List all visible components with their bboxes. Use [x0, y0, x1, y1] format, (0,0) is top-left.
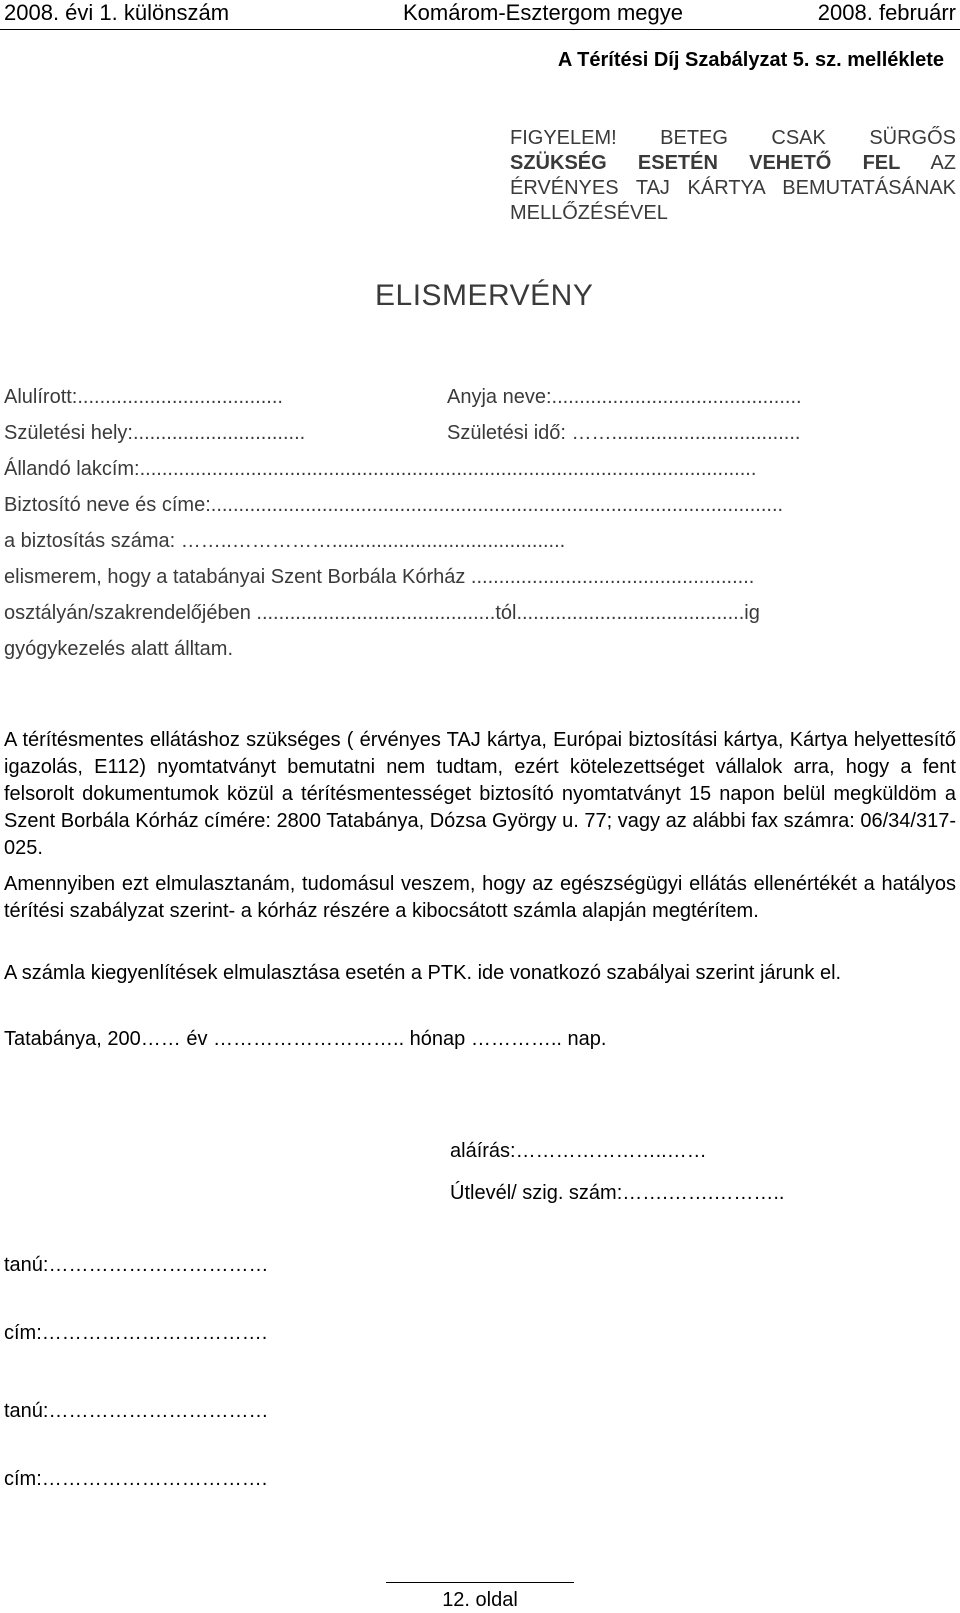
field-allando-lakcim: Állandó lakcím:............................................................................................................... [4, 458, 757, 480]
witness-2-address: cím:……………………………. [4, 1468, 268, 1490]
warning-bold-2: ESETÉN [637, 152, 718, 174]
form-row-name [4, 384, 956, 410]
warning-line-1: FIGYELEM! BETEG CSAK SÜRGŐS [510, 127, 956, 149]
header-date: 2008. februárr [817, 0, 956, 25]
page-number: 12. oldal [442, 1589, 518, 1611]
field-osztalyan: osztályán/szakrendelőjében ...........................................tól.........................................ig [4, 602, 760, 624]
footer-rule [386, 1582, 574, 1583]
field-alulirott: Alulírott:..................................... [4, 386, 283, 408]
paragraph-ptk: A számla kiegyenlítések elmulasztása esetén a PTK. ide vonatkozó szabályai szerint járunk el. [4, 962, 842, 984]
form-row-birth [4, 420, 956, 446]
id-number-line: Útlevél/ szig. szám:…….…….……….. [450, 1182, 785, 1204]
field-gyogykezeles: gyógykezelés alatt álltam. [4, 638, 234, 660]
field-biztosito: Biztosító neve és címe:....................................................................................................... [4, 494, 784, 516]
annex-title: A Térítési Díj Szabályzat 5. sz. melléklete [557, 49, 944, 71]
witness-1-name: tanú:…………………………… [4, 1254, 269, 1276]
header-rule [0, 29, 960, 30]
field-szuletesi-hely: Születési hely:............................... [4, 422, 306, 444]
warning-line-2-rest: AZ [930, 152, 957, 174]
header-county: Komárom-Esztergom megye [403, 0, 683, 25]
date-line: Tatabánya, 200…… év ……………………….. hónap ………….. nap. [4, 1028, 607, 1050]
paragraph-declaration: A térítésmentes ellátáshoz szükséges ( érvényes TAJ kártya, Európai biztosítási kártya, Kártya helyettesítő igazolás, E112) nyomtatványt bemutatni nem tudtam, ezért kötelezettséget vállalok arra, hogy a fent felsorolt dokumentumok közül a térítésmentességet biztosító nyomtatványt 15 napon belül megküldöm a Szent Borbála Kórház címére: 2800 Tatabánya, Dózsa György u. 77; vagy az alábbi fax számra: 06/34/317-025. [4, 729, 956, 859]
document-title: ELISMERVÉNY [375, 279, 594, 312]
warning-line-2 [510, 151, 956, 176]
witness-1-address: cím:……………………………. [4, 1322, 268, 1344]
header-issue: 2008. évi 1. különszám [4, 0, 230, 25]
warning-bold-1: SZÜKSÉG [510, 152, 607, 174]
witness-2-name: tanú:…………………………… [4, 1400, 269, 1422]
page-header [0, 0, 960, 30]
warning-bold-3: VEHETŐ [749, 152, 832, 174]
warning-line-4: MELLŐZÉSÉVEL [510, 202, 668, 224]
warning-block [510, 126, 956, 226]
signature-line: aláírás:…………………..…… [450, 1140, 707, 1162]
warning-line-3: ÉRVÉNYES TAJ KÁRTYA BEMUTATÁSÁNAK [510, 177, 956, 199]
paragraph-payment: Amennyiben ezt elmulasztanám, tudomásul veszem, hogy az egészségügyi ellátás ellenértékét a hatályos térítési szabályzat szerint- a kórház részére a kibocsátott számla alapján megtérítem. [4, 873, 956, 922]
field-biztositas-szama: a biztosítás száma: ……..…………….......................................... [4, 530, 566, 552]
warning-bold-4: FEL [862, 152, 901, 174]
field-szuletesi-ido: Születési idő: …….................................. [447, 422, 801, 444]
field-elismerem: elismerem, hogy a tatabányai Szent Borbála Kórház ................................................... [4, 566, 755, 588]
field-anyja-neve: Anyja neve:............................................. [447, 386, 802, 408]
